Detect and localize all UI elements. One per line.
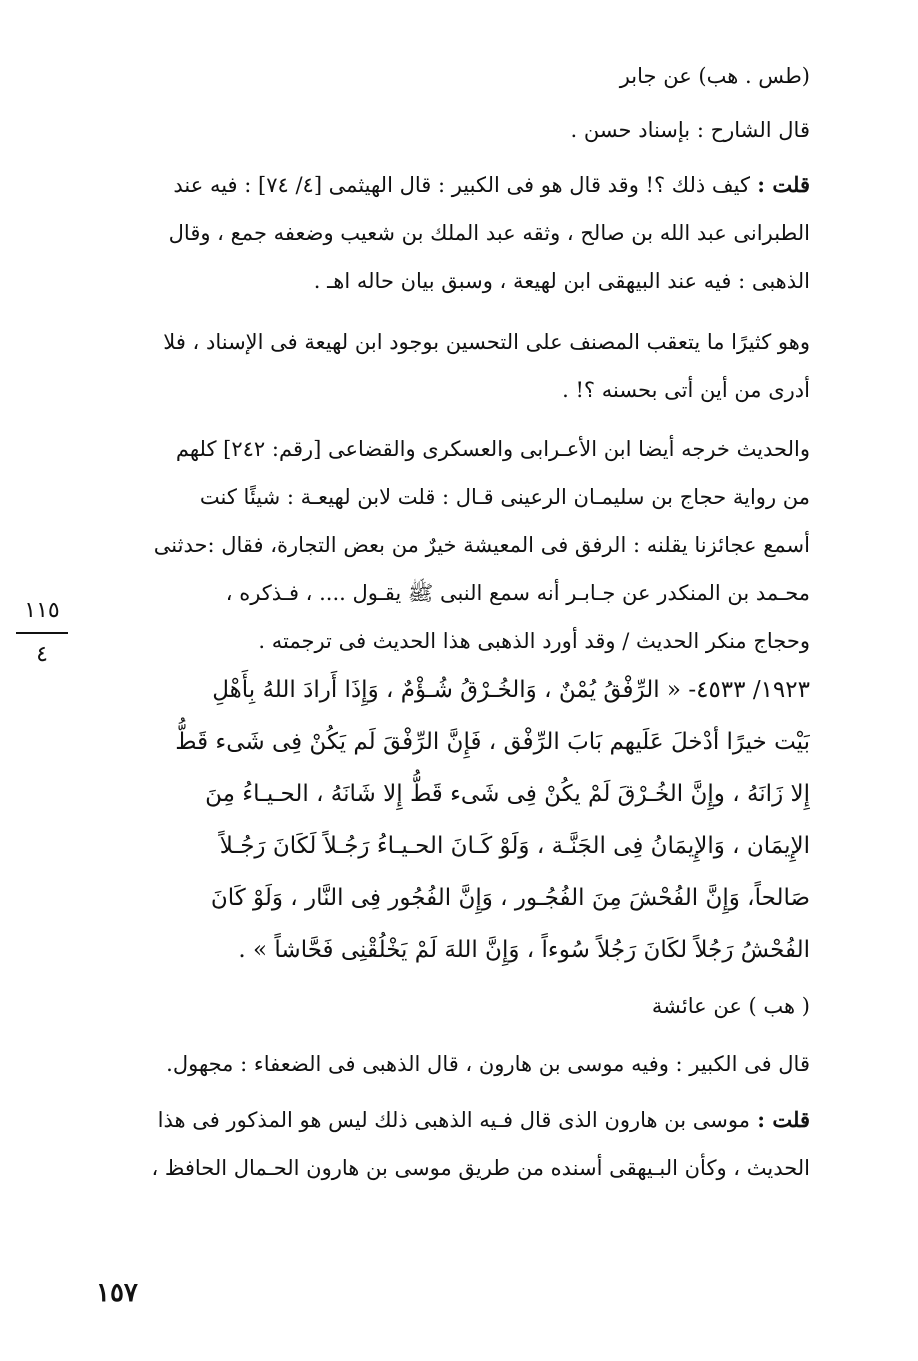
margin-reference-bottom: ٤	[36, 642, 48, 667]
takhrij-paragraph	[98, 425, 810, 665]
hadith-line: إِلا زَانَهُ ، وإِنَّ الخُـرْقَ لَمْ يكُنْ فِى شَىء قَطُّ إِلا شَانَهُ ، الحـيـاءُ مِنَ	[205, 781, 810, 807]
paragraph-line: من رواية حجاج بن سليمـان الرعينى قـال : قلت لابن لهيعـة : شيئًا كنت	[199, 485, 810, 509]
line-text: الحديث ، وكأن البـيهقى أسنده من طريق موسى بن هارون الحـمال الحافظ ،	[151, 1156, 810, 1180]
kabir-statement	[98, 1040, 810, 1088]
page-number: ١٥٧	[96, 1278, 138, 1308]
source-line: (طس . هب) عن جابر	[619, 64, 810, 88]
sharih-line: قال الشارح : بإسناد حسن .	[570, 118, 810, 142]
line-text: كيف ذلك ؟! وقد قال هو فى الكبير : قال الهيثمى [٤/ ٧٤] : فيه عند	[173, 173, 750, 197]
margin-reference	[16, 596, 68, 670]
qultu-label: قلت :	[750, 1107, 810, 1132]
kabir-line: قال فى الكبير : وفيه موسى بن هارون ، قال الذهبى فى الضعفاء : مجهول.	[166, 1052, 810, 1076]
paragraph-line	[98, 161, 810, 209]
hadith-line: الإِيمَان ، وَالإِيمَانُ فِى الجَنَّـة ، وَلَوْ كَـانَ الحـيـاءُ رَجُـلاً لَكَانَ رَجُـلاً	[219, 833, 810, 859]
hadith-source-line: ( هب ) عن عائشة	[651, 994, 810, 1018]
comment-paragraph-2	[98, 318, 810, 414]
paragraph-line	[98, 257, 810, 305]
source-reference	[98, 52, 810, 100]
sharih-statement	[98, 106, 810, 154]
margin-reference-top: ١١٥	[24, 598, 60, 623]
paragraph-line: أدرى من أين أتى بحسنه ؟! .	[562, 378, 810, 402]
paragraph-line: محـمد بن المنكدر عن جـابـر أنه سمع النبى ﷺ يقـول .... ، فـذكره ،	[225, 581, 810, 605]
paragraph-line	[98, 209, 810, 257]
hadith-line: الفُحْشُ رَجُلاً لكَانَ رَجُلاً سُوءاً ، وَإِنَّ اللهَ لَمْ يَخْلُقْنِى فَحَّاشاً » .	[238, 937, 810, 963]
hadith-text	[98, 664, 810, 976]
qultu-label: قلت :	[750, 172, 810, 197]
hadith-line: بَيْت خيرًا أدْخلَ عَلَيهم بَابَ الرِّفْق ، فَإِنَّ الرِّفْقَ لَم يَكُنْ فِى شَىء قَطُّ	[175, 729, 810, 755]
paragraph-line: وحجاج منكر الحديث / وقد أورد الذهبى هذا الحديث فى ترجمته .	[258, 629, 810, 653]
hadith-line: ١٩٢٣/ ٤٥٣٣- « الرِّفْقُ يُمْنٌ ، وَالخُـرْقُ شُـؤْمٌ ، وَإِذَا أَرادَ اللهُ بِأَهْلِ	[212, 677, 810, 703]
margin-divider	[16, 632, 68, 634]
line-text: موسى بن هارون الذى قال فـيه الذهبى ذلك ليس هو المذكور فى هذا	[157, 1108, 750, 1132]
line-text: الذهبى : فيه عند البيهقى ابن لهيعة ، وسبق بيان حاله اهـ .	[313, 269, 810, 293]
comment-paragraph-3	[98, 1096, 810, 1192]
paragraph-line: أسمع عجائزنا يقلنه : الرفق فى المعيشة خيرٌ من بعض التجارة، فقال :حدثنى	[153, 533, 810, 557]
hadith-line: صَالحاً، وَإِنَّ الفُحْشَ مِنَ الفُجُـور ، وَإِنَّ الفُجُور فِى النَّار ، وَلَوْ كَانَ	[210, 885, 810, 911]
paragraph-line: والحديث خرجه أيضا ابن الأعـرابى والعسكرى والقضاعى [رقم: ٢٤٢] كلهم	[175, 437, 810, 461]
line-text: الطبرانى عبد الله بن صالح ، وثقه عبد الملك بن شعيب وضعفه جمع ، وقال	[168, 221, 810, 245]
paragraph-line: وهو كثيرًا ما يتعقب المصنف على التحسين بوجود ابن لهيعة فى الإسناد ، فلا	[163, 330, 810, 354]
comment-paragraph-1	[98, 161, 810, 305]
hadith-source	[98, 982, 810, 1030]
paragraph-line	[98, 1096, 810, 1144]
paragraph-line	[98, 1144, 810, 1192]
